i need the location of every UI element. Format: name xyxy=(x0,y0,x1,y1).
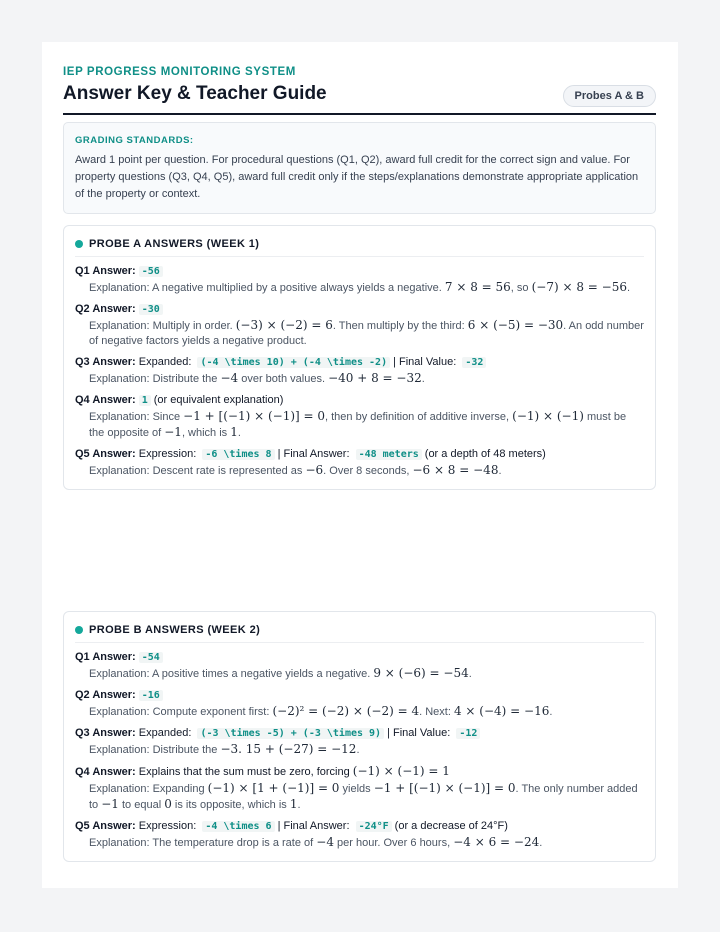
explanation xyxy=(75,835,644,851)
explanation-text: . xyxy=(498,465,502,477)
answer-code: -24°F xyxy=(356,821,392,832)
explanation-text: per hour. Over 6 hours, xyxy=(333,837,454,849)
answer-code: -54 xyxy=(139,652,163,663)
answer-text: (or equivalent explanation) xyxy=(153,394,284,406)
grading-standards-label: GRADING STANDARDS: xyxy=(75,135,194,146)
answer-text: | Final Value: xyxy=(393,356,460,368)
explanation-text: , then by definition of additive inverse, xyxy=(325,411,513,423)
math-expression: (−1) × (−1) = 1 xyxy=(352,764,450,778)
math-expression: −4 xyxy=(220,371,239,385)
explanation-text: . The only number added to xyxy=(89,783,638,811)
explanation-text: Explanation: A negative multiplied by a positive always yields a negative. xyxy=(89,282,445,294)
answer-code: -6 \times 8 xyxy=(202,449,274,460)
explanation xyxy=(75,704,644,720)
grading-standards-box xyxy=(63,122,656,214)
explanation-text: is its opposite, which is xyxy=(171,799,290,811)
probe-b-title: PROBE B ANSWERS (WEEK 2) xyxy=(89,624,261,636)
answer-line xyxy=(75,264,644,279)
explanation xyxy=(75,781,644,813)
probe-a-q5 xyxy=(75,447,644,479)
math-expression: (−1) × [1 + (−1)] = 0 xyxy=(207,781,340,795)
answer-code: (-4 \times 10) + (-4 \times -2) xyxy=(197,357,390,368)
explanation-text: Explanation: Multiply in order. xyxy=(89,320,236,332)
math-expression: −1 + [(−1) × (−1)] = 0 xyxy=(183,409,326,423)
probe-a-q1 xyxy=(75,264,644,296)
answer-code: -4 \times 6 xyxy=(202,821,274,832)
explanation-text: Explanation: The temperature drop is a rate of xyxy=(89,837,317,849)
explanation-text: Explanation: Distribute the xyxy=(89,744,221,756)
answer-label: Q1 Answer: xyxy=(75,265,136,277)
answer-key-page xyxy=(42,42,678,888)
answer-line xyxy=(75,650,644,665)
explanation-text: Explanation: Compute exponent first: xyxy=(89,706,273,718)
explanation xyxy=(75,463,644,479)
math-expression: 7 × 8 = 56 xyxy=(444,280,511,294)
math-expression: −1 xyxy=(101,797,119,811)
answer-label: Q2 Answer: xyxy=(75,303,136,315)
explanation-text: yields xyxy=(339,783,374,795)
probes-badge: Probes A & B xyxy=(563,85,656,107)
math-expression: −40 + 8 = −32 xyxy=(328,371,422,385)
answer-text: (or a decrease of 24°F) xyxy=(394,820,508,832)
explanation-text: . Next: xyxy=(419,706,454,718)
explanation xyxy=(75,371,644,387)
explanation-text: Explanation: Since xyxy=(89,411,184,423)
math-expression: 0 xyxy=(164,797,172,811)
answer-code: -16 xyxy=(139,690,163,701)
answer-text: | Final Value: xyxy=(387,727,454,739)
math-expression: (−7) × 8 = −56 xyxy=(531,280,627,294)
math-expression: −1 xyxy=(164,425,182,439)
explanation-text: . xyxy=(539,837,543,849)
answer-text: Expression: xyxy=(135,820,200,832)
math-expression: −1 + [(−1) × (−1)] = 0 xyxy=(373,781,516,795)
explanation-text: . Over 8 seconds, xyxy=(323,465,413,477)
answer-line xyxy=(75,355,644,370)
answer-label: Q4 Answer: xyxy=(75,766,136,778)
probe-b-q2 xyxy=(75,688,644,720)
probe-a-q4 xyxy=(75,393,644,441)
probe-b-q5 xyxy=(75,819,644,851)
math-expression: (−3) × (−2) = 6 xyxy=(235,318,333,332)
math-expression: 1 xyxy=(230,425,238,439)
explanation-text: Explanation: Distribute the xyxy=(89,373,221,385)
math-expression: 1 xyxy=(289,797,298,811)
explanation-text: . An odd number of negative factors yields a negative product. xyxy=(89,320,644,347)
answer-label: Q2 Answer: xyxy=(75,689,136,701)
math-expression: (−1) × (−1) xyxy=(512,409,584,423)
probe-a-title: PROBE A ANSWERS (WEEK 1) xyxy=(89,238,260,250)
answer-text: | Final Answer: xyxy=(277,448,353,460)
answer-label: Q4 Answer: xyxy=(75,394,136,406)
probe-a-q3 xyxy=(75,355,644,387)
page-title: Answer Key & Teacher Guide xyxy=(63,83,327,104)
answer-text: Expanded: xyxy=(135,356,195,368)
answer-text: | Final Answer: xyxy=(277,820,353,832)
answer-code: -56 xyxy=(139,266,163,277)
explanation-text: , so xyxy=(510,282,532,294)
answer-label: Q3 Answer: xyxy=(75,356,136,368)
explanation-text: . xyxy=(549,706,553,718)
answer-code: 1 xyxy=(139,395,151,406)
explanation xyxy=(75,280,644,296)
probe-b-q1 xyxy=(75,650,644,682)
explanation xyxy=(75,742,644,758)
answer-label: Q5 Answer: xyxy=(75,820,136,832)
explanation-text: . xyxy=(626,282,631,294)
answer-line xyxy=(75,688,644,703)
answer-code: -12 xyxy=(456,728,480,739)
explanation-text: . xyxy=(297,799,301,811)
explanation-text: must be the opposite of xyxy=(89,411,627,439)
answer-code: -32 xyxy=(462,357,486,368)
explanation-text: . xyxy=(421,373,425,385)
answer-code: -30 xyxy=(139,304,163,315)
math-expression: (−2)² = (−2) × (−2) = 4 xyxy=(272,704,420,718)
answer-text: (or a depth of 48 meters) xyxy=(424,448,546,460)
answer-line xyxy=(75,819,644,834)
system-kicker: IEP PROGRESS MONITORING SYSTEM xyxy=(63,66,296,78)
probe-b-q3 xyxy=(75,726,644,758)
answer-label: Q1 Answer: xyxy=(75,651,136,663)
explanation-text: . xyxy=(237,427,241,439)
answer-code: -48 meters xyxy=(356,449,422,460)
answer-line xyxy=(75,302,644,317)
explanation-text: to equal xyxy=(118,799,165,811)
math-expression: 4 × (−4) = −16 xyxy=(453,704,550,718)
answer-line xyxy=(75,393,644,408)
math-expression: −3. 15 + (−27) = −12 xyxy=(220,742,357,756)
answer-line xyxy=(75,447,644,462)
explanation-text: Explanation: Descent rate is represented as xyxy=(89,465,306,477)
answer-line xyxy=(75,764,644,780)
math-expression: 6 × (−5) = −30 xyxy=(467,318,564,332)
explanation-text: . Then multiply by the third: xyxy=(332,320,468,332)
bullet-dot-icon xyxy=(75,240,83,248)
answer-text: Expression: xyxy=(135,448,200,460)
answer-label: Q3 Answer: xyxy=(75,727,136,739)
answer-line xyxy=(75,726,644,741)
grading-standards-text: Award 1 point per question. For procedural questions (Q1, Q2), award full credit for the correct sign and value. For property questions (Q3, Q4, Q5), award full credit only if the steps/explanations demonstrate appropriate application of the property or context. xyxy=(75,154,639,200)
answer-label: Q5 Answer: xyxy=(75,448,136,460)
probe-b-header xyxy=(75,622,644,643)
explanation-text: . xyxy=(356,744,360,756)
explanation xyxy=(75,409,644,441)
probe-a-card xyxy=(63,225,656,490)
math-expression: 9 × (−6) = −54 xyxy=(373,666,469,680)
explanation xyxy=(75,318,644,349)
explanation-text: . xyxy=(468,668,472,680)
answer-text: Expanded: xyxy=(135,727,195,739)
explanation xyxy=(75,666,644,682)
probe-b-card xyxy=(63,611,656,862)
explanation-text: over both values. xyxy=(238,373,329,385)
probe-a-header xyxy=(75,236,644,257)
bullet-dot-icon xyxy=(75,626,83,634)
probe-b-q4 xyxy=(75,764,644,813)
explanation-text: , which is xyxy=(181,427,231,439)
math-expression: −4 xyxy=(316,835,334,849)
answer-code: (-3 \times -5) + (-3 \times 9) xyxy=(197,728,384,739)
math-expression: −6 xyxy=(305,463,324,477)
answer-text: Explains that the sum must be zero, forcing xyxy=(135,766,353,778)
explanation-text: Explanation: Expanding xyxy=(89,783,208,795)
math-expression: −6 × 8 = −48 xyxy=(412,463,499,477)
title-divider xyxy=(63,113,656,115)
explanation-text: Explanation: A positive times a negative yields a negative. xyxy=(89,668,374,680)
probe-a-q2 xyxy=(75,302,644,349)
math-expression: −4 × 6 = −24 xyxy=(453,835,540,849)
